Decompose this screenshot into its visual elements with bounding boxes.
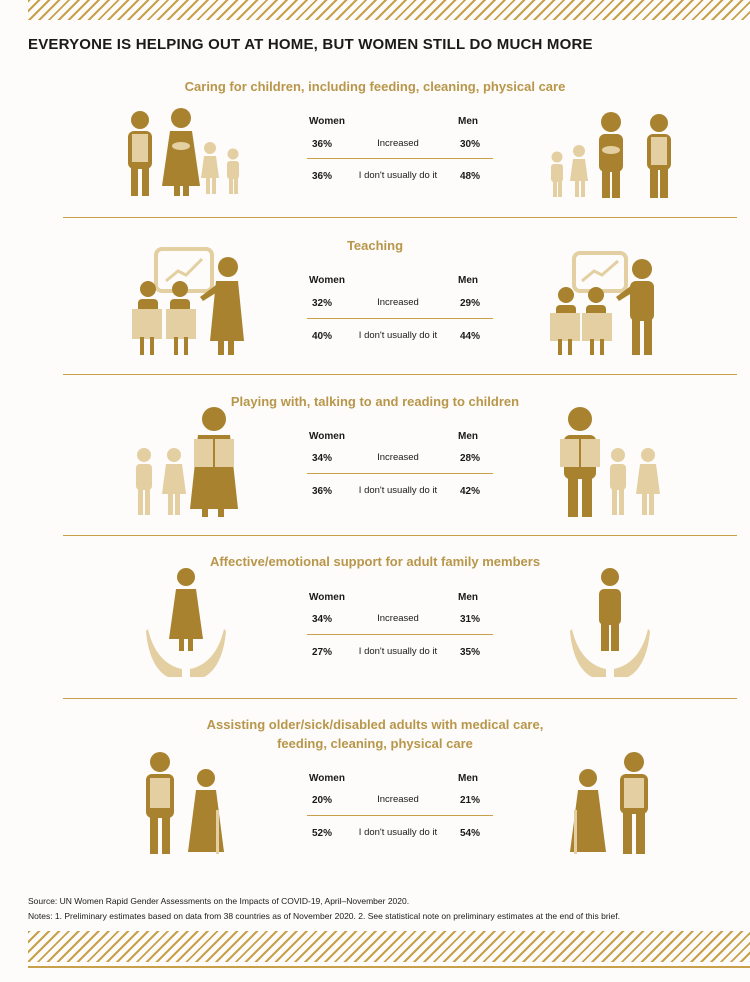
row-divider	[307, 318, 493, 319]
man-in-hands-support-icon	[570, 567, 650, 681]
women-dont-value: 52%	[312, 828, 333, 839]
men-increased-value: 29%	[460, 298, 481, 309]
section-divider	[63, 217, 737, 218]
man-reading-to-children-icon	[556, 403, 666, 519]
men-dont-value: 54%	[460, 828, 481, 839]
women-label: Women	[309, 773, 345, 784]
men-label: Men	[458, 431, 478, 442]
women-label: Women	[309, 116, 345, 127]
women-increased-value: 32%	[312, 298, 333, 309]
men-dont-value: 42%	[460, 486, 481, 497]
men-label: Men	[458, 116, 478, 127]
men-dont-value: 48%	[460, 171, 481, 182]
dont-usually-label: I don't usually do it	[358, 330, 438, 341]
row-divider	[307, 634, 493, 635]
woman-in-hands-support-icon	[146, 567, 226, 681]
section-divider	[63, 535, 737, 536]
section-title: Playing with, talking to and reading to children	[230, 394, 520, 409]
increased-label: Increased	[377, 138, 419, 149]
women-dont-value: 36%	[312, 171, 333, 182]
man-caregiver-with-elder-icon	[564, 750, 660, 858]
men-increased-value: 31%	[460, 614, 481, 625]
row-divider	[307, 815, 493, 816]
source-note: Source: UN Women Rapid Gender Assessments on the Impacts of COVID-19, April–November 2020.	[28, 896, 410, 906]
section-title-line1: Assisting older/sick/disabled adults with medical care,	[206, 717, 544, 732]
increased-label: Increased	[377, 297, 419, 308]
men-label: Men	[458, 275, 478, 286]
teacher-with-students-icon	[130, 247, 250, 357]
increased-label: Increased	[377, 613, 419, 624]
men-increased-value: 30%	[460, 139, 481, 150]
bottom-rule	[28, 966, 750, 968]
women-label: Women	[309, 275, 345, 286]
woman-caregiver-with-elder-icon	[138, 750, 234, 858]
women-dont-value: 40%	[312, 331, 333, 342]
dont-usually-label: I don't usually do it	[358, 646, 438, 657]
increased-label: Increased	[377, 794, 419, 805]
row-divider	[307, 158, 493, 159]
men-label: Men	[458, 592, 478, 603]
women-increased-value: 36%	[312, 139, 333, 150]
row-divider	[307, 473, 493, 474]
dont-usually-label: I don't usually do it	[358, 485, 438, 496]
dont-usually-label: I don't usually do it	[358, 170, 438, 181]
women-label: Women	[309, 431, 345, 442]
women-dont-value: 36%	[312, 486, 333, 497]
woman-doctor-with-family-icon	[118, 106, 248, 202]
women-increased-value: 20%	[312, 795, 333, 806]
top-stripe-band	[28, 0, 750, 20]
women-label: Women	[309, 592, 345, 603]
notes-text: Notes: 1. Preliminary estimates based on data from 38 countries as of November 2020. 2. See statistical note on preliminary estimates at the end of this brief.	[28, 911, 620, 921]
woman-reading-to-children-icon	[130, 403, 242, 519]
women-increased-value: 34%	[312, 614, 333, 625]
man-doctor-with-family-icon	[545, 110, 685, 202]
men-increased-value: 28%	[460, 453, 481, 464]
men-dont-value: 44%	[460, 331, 481, 342]
page-title: EVERYONE IS HELPING OUT AT HOME, BUT WOMEN STILL DO MUCH MORE	[28, 36, 593, 53]
section-title: Teaching	[346, 238, 404, 253]
women-increased-value: 34%	[312, 453, 333, 464]
section-title: Affective/emotional support for adult family members	[209, 554, 541, 569]
men-dont-value: 35%	[460, 647, 481, 658]
bottom-stripe-band	[28, 931, 750, 962]
women-dont-value: 27%	[312, 647, 333, 658]
increased-label: Increased	[377, 452, 419, 463]
section-title: Caring for children, including feeding, cleaning, physical care	[184, 79, 566, 94]
section-title-line2: feeding, cleaning, physical care	[277, 736, 473, 751]
section-divider	[63, 698, 737, 699]
male-teacher-with-students-icon	[548, 247, 668, 357]
dont-usually-label: I don't usually do it	[358, 827, 438, 838]
section-divider	[63, 374, 737, 375]
men-increased-value: 21%	[460, 795, 481, 806]
men-label: Men	[458, 773, 478, 784]
